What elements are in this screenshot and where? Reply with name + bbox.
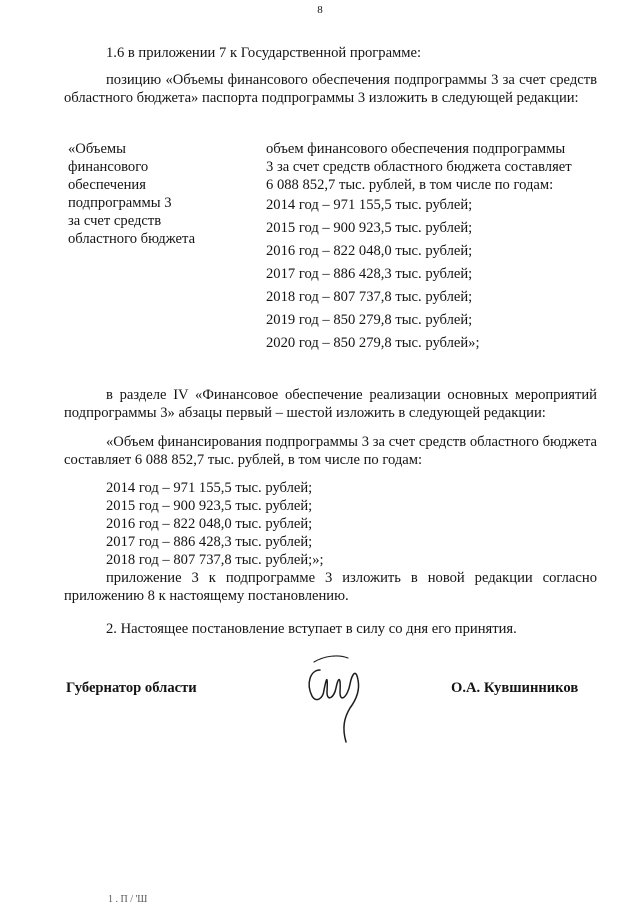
page-number: 8 (317, 4, 323, 16)
table-left-line: финансового (68, 159, 149, 175)
table-year-line: 2016 год – 822 048,0 тыс. рублей; (266, 243, 473, 259)
section-iv-paragraph: в разделе IV «Финансовое обеспечение реализации основных мероприятий подпрограммы 3» абзацы первый – шестой изложить в следующей редакции: (64, 387, 597, 421)
table-right-header-line: 3 за счет средств областного бюджета составляет (266, 159, 572, 175)
quote-year-line: 2014 год – 971 155,5 тыс. рублей; (106, 480, 313, 496)
bottom-fragment: 1 . П / 'Ш (108, 894, 148, 905)
table-right-header-line: 6 088 852,7 тыс. рублей, в том числе по годам: (266, 177, 554, 193)
table-year-line: 2019 год – 850 279,8 тыс. рублей; (266, 312, 473, 328)
quote-year-line: 2018 год – 807 737,8 тыс. рублей;»; (106, 552, 324, 568)
signature-position: Губернатор области (66, 680, 197, 696)
table-right-header (266, 140, 606, 194)
table-year-line: 2018 год – 807 737,8 тыс. рублей; (266, 289, 473, 305)
table-year-line: 2015 год – 900 923,5 тыс. рублей; (266, 220, 473, 236)
table-left-line: подпрограммы 3 (68, 195, 172, 211)
table-year-line: 2020 год – 850 279,8 тыс. рублей»; (266, 335, 480, 351)
quote-year-line: 2017 год – 886 428,3 тыс. рублей; (106, 534, 313, 550)
table-year-line: 2014 год – 971 155,5 тыс. рублей; (266, 197, 473, 213)
passport-intro-paragraph: позицию «Объемы финансового обеспечения подпрограммы 3 за счет средств областного бюджета» паспорта подпрограммы 3 изложить в следующей редакции: (64, 72, 597, 106)
signature-name: О.А. Кувшинников (451, 680, 579, 696)
quote-year-line: 2015 год – 900 923,5 тыс. рублей; (106, 498, 313, 514)
table-year-line: 2017 год – 886 428,3 тыс. рублей; (266, 266, 473, 282)
table-left-line: обеспечения (68, 177, 146, 193)
quote-intro-paragraph: «Объем финансирования подпрограммы 3 за счет средств областного бюджета составляет 6 088 852,7 тыс. рублей, в том числе по годам: (64, 434, 597, 468)
item-2: 2. Настоящее постановление вступает в силу со дня его принятия. (106, 621, 517, 637)
signature-image (300, 648, 380, 748)
table-left-column (68, 140, 248, 248)
table-right-header-line: объем финансового обеспечения подпрограммы (266, 141, 566, 157)
appendix-paragraph: приложение 3 к подпрограмме 3 изложить в новой редакции согласно приложению 8 к настоящему постановлению. (64, 570, 597, 604)
table-left-line: за счет средств (68, 213, 162, 229)
table-left-line: «Объемы (68, 141, 126, 157)
quote-year-list (106, 479, 324, 569)
table-right-column (266, 140, 606, 355)
item-1-6: 1.6 в приложении 7 к Государственной программе: (106, 45, 422, 61)
quote-year-line: 2016 год – 822 048,0 тыс. рублей; (106, 516, 313, 532)
table-left-line: областного бюджета (68, 231, 196, 247)
